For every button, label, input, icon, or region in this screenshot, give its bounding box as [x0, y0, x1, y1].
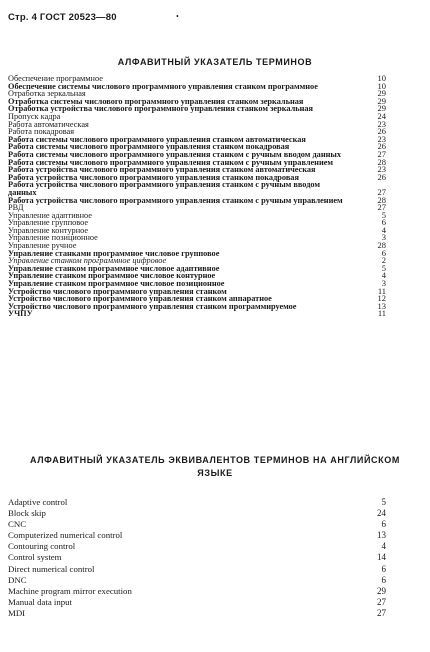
entry-page: 14	[377, 552, 386, 563]
entry-term: Устройство числового программного управления станком программируемое	[8, 301, 297, 311]
entry-term: Пропуск кадра	[8, 111, 61, 121]
entry-page: 27	[377, 148, 386, 159]
entry-page: 6	[381, 519, 386, 530]
index-entry	[8, 519, 386, 530]
en-index-title	[0, 455, 430, 478]
entry-page: 23	[377, 164, 386, 175]
entry-page: 24	[377, 508, 386, 519]
entry-term: Работа автоматическая	[8, 119, 89, 129]
entry-term: Отработка системы числового программного управления станком зеркальная	[8, 96, 304, 106]
entry-page: 29	[377, 103, 386, 114]
entry-term: Обеспечение программное	[8, 74, 103, 83]
entry-page: 28	[377, 156, 386, 167]
entry-page: 12	[377, 293, 386, 304]
entry-term: Работа устройства числового программного управления станком с ручным управлением	[8, 195, 343, 205]
index-entry	[8, 574, 386, 586]
entry-term: Управление станками программное числовое групповое	[8, 248, 220, 258]
entry-page: 26	[377, 126, 386, 137]
index-entry	[8, 585, 386, 597]
entry-term: Управление контурное	[8, 225, 89, 235]
entry-page: 29	[377, 585, 386, 596]
entry-page: 6	[381, 563, 386, 574]
entry-term: Управление групповое	[8, 218, 89, 228]
entry-page: 11	[377, 285, 386, 296]
entry-term: Управление станком программное числовое позиционное	[8, 279, 225, 289]
page-header: Стр. 4 ГОСТ 20523—80	[8, 12, 117, 23]
en-title-line-2: ЯЗЫКЕ	[197, 468, 233, 478]
index-entry	[8, 300, 386, 311]
entry-page: 27	[377, 596, 386, 607]
index-entry	[8, 530, 386, 541]
en-title-line-1: АЛФАВИТНЫЙ УКАЗАТЕЛЬ ЭКВИВАЛЕНТОВ ТЕРМИНОВ НА АНГЛИЙСКОМ	[30, 455, 400, 465]
entry-term: Управление ручное	[8, 241, 77, 251]
entry-term: Работа системы числового программного управления станком с ручным управлением	[8, 157, 334, 167]
entry-page: 3	[381, 278, 386, 289]
index-entry	[8, 541, 386, 552]
entry-term: Отработка зеркальная	[8, 89, 86, 99]
index-entry	[8, 508, 386, 519]
entry-term: РВД	[8, 203, 24, 213]
entry-term: Управление станком программное числовое адаптивное	[8, 263, 220, 273]
entry-term: Устройство числового программного управления станком	[8, 286, 227, 296]
entry-page: 5	[381, 497, 386, 507]
entry-term: Управление позиционное	[8, 233, 98, 243]
entry-term: Работа системы числового программного управления станком автоматическая	[8, 134, 306, 144]
entry-page: 4	[381, 270, 386, 281]
entry-page: 28	[377, 194, 386, 205]
index-entry	[8, 180, 386, 197]
index-entry	[8, 596, 386, 608]
entry-page: 5	[381, 262, 386, 273]
entry-page: 29	[377, 95, 386, 106]
entry-page: 5	[381, 209, 386, 220]
index-entry	[8, 552, 386, 563]
index-entry	[8, 563, 386, 575]
index-entry	[8, 607, 386, 619]
entry-page: 24	[377, 110, 386, 121]
entry-term: Работа устройства числового программного управления станком автоматическая	[8, 165, 316, 175]
entry-term: Block skip	[8, 508, 46, 519]
entry-page: 26	[377, 171, 386, 182]
entry-term: Adaptive control	[8, 497, 68, 507]
entry-term: Работа устройства числового программного управления станком с ручным вводом данных	[8, 180, 321, 197]
entry-term: Работа системы числового программного управления станком покадровая	[8, 142, 290, 152]
entry-term: DNC	[8, 574, 27, 585]
entry-term: Отработка устройства числового программного управления станком зеркальная	[8, 104, 314, 114]
entry-page: 2	[381, 255, 386, 266]
entry-term: Работа покадровая	[8, 127, 75, 137]
index-entry	[8, 194, 386, 205]
entry-page: 3	[381, 232, 386, 243]
entry-page: 6	[381, 247, 386, 258]
entry-page: 27	[377, 186, 386, 197]
entry-page: 4	[381, 541, 386, 552]
entry-term: MDI	[8, 607, 26, 618]
index-entry	[8, 103, 386, 114]
entry-term: Управление станком программное числовое контурное	[8, 271, 216, 281]
index-entry	[8, 308, 386, 319]
entry-term: Control system	[8, 552, 62, 563]
entry-page: 23	[377, 133, 386, 144]
ru-term-list	[8, 73, 386, 319]
entry-term: Machine program mirror execution	[8, 585, 132, 596]
en-term-list	[8, 497, 386, 619]
entry-page: 10	[377, 80, 386, 91]
entry-page: 23	[377, 118, 386, 129]
ru-index-title: АЛФАВИТНЫЙ УКАЗАТЕЛЬ ТЕРМИНОВ	[117, 57, 313, 67]
index-entry	[8, 497, 386, 508]
entry-term: CNC	[8, 519, 27, 530]
entry-term: Direct numerical control	[8, 563, 95, 574]
entry-page: 13	[377, 300, 386, 311]
entry-page: 6	[381, 217, 386, 228]
print-mark: •	[176, 12, 179, 21]
entry-term: Работа устройства числового программного управления станком покадровая	[8, 172, 299, 182]
entry-term: Работа системы числового программного управления станком с ручным вводом данных	[8, 149, 342, 159]
entry-term: Manual data input	[8, 596, 73, 607]
entry-page: 27	[377, 202, 386, 213]
entry-page: 26	[377, 141, 386, 152]
entry-page: 6	[381, 574, 386, 585]
entry-term: Обеспечение системы числового программного управления станком программное	[8, 81, 318, 91]
entry-page: 28	[377, 240, 386, 251]
entry-page: 11	[377, 308, 386, 319]
entry-term: УЧПУ	[8, 309, 33, 319]
entry-page: 29	[377, 88, 386, 99]
entry-page: 27	[377, 607, 386, 618]
entry-term: Computerized numerical control	[8, 530, 123, 541]
entry-page: 13	[377, 530, 386, 541]
entry-term: Contouring control	[8, 541, 76, 552]
entry-term: Управление станком программное цифровое	[8, 256, 167, 266]
entry-page: 4	[381, 224, 386, 235]
entry-term: Управление адаптивное	[8, 210, 92, 220]
entry-term: Устройство числового программного управления станком аппаратное	[8, 294, 272, 304]
entry-page: 10	[377, 73, 386, 83]
